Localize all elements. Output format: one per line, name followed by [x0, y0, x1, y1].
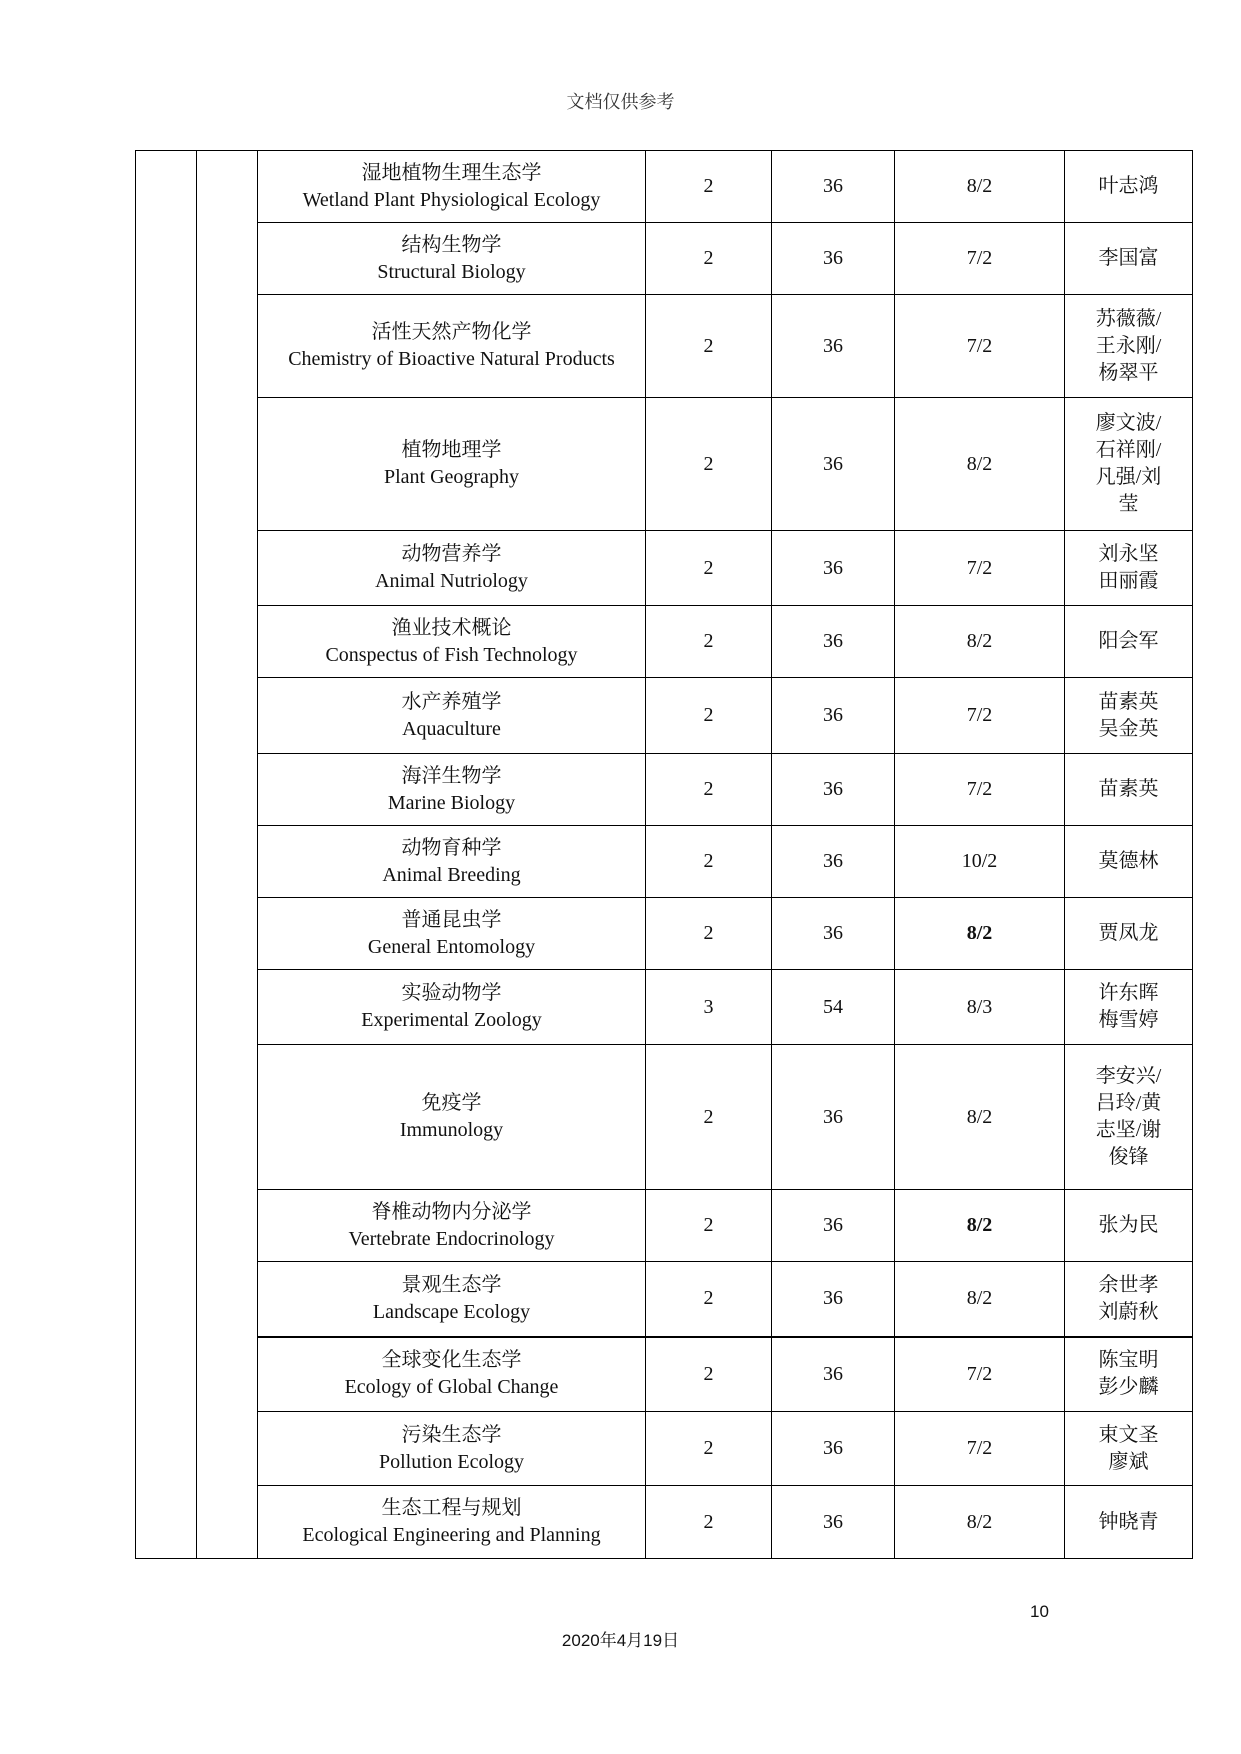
credits-cell: 2 [646, 1190, 772, 1262]
table-row [136, 1337, 1193, 1412]
hours-cell: 36 [772, 295, 895, 398]
course-name-en: Immunology [399, 1119, 504, 1141]
credits-cell: 2 [646, 295, 772, 398]
semester-cell: 7/2 [895, 223, 1065, 295]
credits-cell: 3 [646, 970, 772, 1045]
hours-cell: 36 [772, 1486, 895, 1559]
course-name-cn: 实验动物学 [401, 982, 502, 1004]
teacher-name: 石祥刚/ [1095, 439, 1162, 461]
semester-cell: 8/2 [895, 606, 1065, 678]
course-name-cell [258, 151, 646, 223]
hours-cell: 36 [772, 1412, 895, 1486]
course-name-cn: 动物育种学 [401, 836, 502, 859]
semester-cell: 10/2 [895, 826, 1065, 898]
teacher-cell [1065, 754, 1193, 826]
semester-cell: 8/2 [895, 151, 1065, 223]
course-name-cn: 免疫学 [421, 1092, 482, 1114]
teacher-name: 李国富 [1098, 247, 1159, 269]
semester-cell: 8/2 [895, 398, 1065, 531]
semester-cell: 8/2 [895, 898, 1065, 970]
teacher-cell [1065, 1486, 1193, 1559]
course-name-cell [258, 1190, 646, 1262]
table-row [136, 606, 1193, 678]
teacher-name: 廖斌 [1108, 1450, 1149, 1473]
credits-cell: 2 [646, 1412, 772, 1486]
teacher-name: 廖文波/ [1095, 412, 1162, 434]
semester-cell: 7/2 [895, 754, 1065, 826]
course-name-en: Pollution Ecology [379, 1450, 524, 1473]
table-row [136, 898, 1193, 970]
teacher-cell [1065, 1412, 1193, 1486]
outer-blank-column [136, 151, 197, 1559]
course-name-cn: 普通昆虫学 [401, 908, 502, 931]
course-name-cn: 生态工程与规划 [381, 1497, 522, 1519]
hours-cell: 36 [772, 1337, 895, 1412]
semester-cell: 8/2 [895, 1486, 1065, 1559]
semester-cell: 7/2 [895, 531, 1065, 606]
course-name-cn: 动物营养学 [401, 543, 502, 565]
credits-cell: 2 [646, 398, 772, 531]
course-name-cn: 污染生态学 [401, 1423, 502, 1446]
table-row [136, 398, 1193, 531]
course-name-cn: 湿地植物生理生态学 [361, 161, 542, 184]
teacher-cell [1065, 1337, 1193, 1412]
teacher-name: 李安兴/ [1095, 1065, 1162, 1087]
teacher-cell [1065, 1262, 1193, 1337]
semester-cell: 7/2 [895, 1412, 1065, 1486]
teacher-name: 凡强/刘 [1095, 466, 1162, 488]
credits-cell: 2 [646, 151, 772, 223]
semester-cell: 8/2 [895, 1045, 1065, 1190]
table-row [136, 531, 1193, 606]
inner-blank-column [197, 151, 258, 1559]
teacher-name: 莹 [1118, 493, 1139, 515]
teacher-name: 贾凤龙 [1098, 922, 1159, 944]
course-name-cn: 植物地理学 [401, 439, 502, 461]
course-name-en: Animal Nutriology [375, 570, 528, 592]
course-name-en: Wetland Plant Physiological Ecology [302, 188, 601, 211]
course-name-en: Animal Breeding [382, 863, 521, 886]
course-name-cell [258, 1412, 646, 1486]
teacher-name: 杨翠平 [1098, 361, 1159, 384]
teacher-cell [1065, 826, 1193, 898]
teacher-name: 莫德林 [1098, 850, 1159, 872]
hours-cell: 36 [772, 1190, 895, 1262]
teacher-cell [1065, 606, 1193, 678]
course-name-cn: 渔业技术概论 [391, 616, 512, 639]
teacher-name: 束文圣 [1098, 1423, 1159, 1446]
teacher-name: 志坚/谢 [1095, 1119, 1162, 1141]
course-name-en: Plant Geography [384, 466, 519, 488]
course-name-cell [258, 826, 646, 898]
teacher-cell [1065, 295, 1193, 398]
teacher-name: 刘永坚 [1098, 543, 1159, 565]
table-row [136, 754, 1193, 826]
teacher-cell [1065, 223, 1193, 295]
hours-cell: 36 [772, 531, 895, 606]
table-row [136, 1045, 1193, 1190]
teacher-name: 吕玲/黄 [1095, 1092, 1162, 1114]
semester-cell: 7/2 [895, 295, 1065, 398]
table-row [136, 1412, 1193, 1486]
teacher-name: 苏薇薇/ [1095, 307, 1162, 330]
course-name-en: Chemistry of Bioactive Natural Products [288, 348, 615, 370]
hours-cell: 36 [772, 678, 895, 754]
hours-cell: 36 [772, 826, 895, 898]
credits-cell: 2 [646, 531, 772, 606]
course-name-cell [258, 678, 646, 754]
semester-cell: 8/2 [895, 1190, 1065, 1262]
credits-cell: 2 [646, 1486, 772, 1559]
teacher-name: 钟晓青 [1098, 1510, 1159, 1533]
course-name-cell [258, 398, 646, 531]
course-name-cn: 活性天然产物化学 [371, 321, 532, 343]
course-name-en: Conspectus of Fish Technology [325, 643, 578, 666]
hours-cell: 36 [772, 1045, 895, 1190]
teacher-cell [1065, 531, 1193, 606]
page-header: 文档仅供参考 [566, 92, 675, 112]
footer-date: 2020年4月19日 [561, 1631, 680, 1650]
credits-cell: 2 [646, 754, 772, 826]
course-name-cn: 水产养殖学 [401, 690, 502, 713]
credits-cell: 2 [646, 223, 772, 295]
credits-cell: 2 [646, 826, 772, 898]
course-name-cell [258, 531, 646, 606]
credits-cell: 2 [646, 606, 772, 678]
hours-cell: 36 [772, 1262, 895, 1337]
teacher-name: 叶志鸿 [1098, 175, 1159, 197]
table-row [136, 970, 1193, 1045]
teacher-name: 田丽霞 [1098, 570, 1159, 592]
table-row [136, 151, 1193, 223]
teacher-name: 苗素英 [1098, 778, 1159, 800]
hours-cell: 36 [772, 754, 895, 826]
teacher-name: 梅雪婷 [1098, 1009, 1159, 1031]
hours-cell: 36 [772, 606, 895, 678]
course-name-en: Ecology of Global Change [344, 1376, 559, 1399]
course-name-en: Ecological Engineering and Planning [302, 1524, 601, 1546]
hours-cell: 36 [772, 898, 895, 970]
table-row [136, 223, 1193, 295]
credits-cell: 2 [646, 678, 772, 754]
teacher-cell [1065, 970, 1193, 1045]
teacher-name: 许东晖 [1098, 982, 1159, 1004]
teacher-cell [1065, 898, 1193, 970]
course-table [135, 150, 1193, 1559]
teacher-name: 苗素英 [1098, 690, 1159, 713]
table-row [136, 1190, 1193, 1262]
course-name-cn: 景观生态学 [401, 1273, 502, 1296]
hours-cell: 36 [772, 223, 895, 295]
table-row [136, 295, 1193, 398]
course-name-en: Experimental Zoology [361, 1009, 542, 1031]
teacher-cell [1065, 1190, 1193, 1262]
course-name-cn: 全球变化生态学 [381, 1349, 522, 1372]
semester-cell: 8/2 [895, 1262, 1065, 1337]
course-name-cell [258, 1045, 646, 1190]
hours-cell: 54 [772, 970, 895, 1045]
semester-cell: 7/2 [895, 678, 1065, 754]
course-name-cell [258, 295, 646, 398]
course-name-cn: 结构生物学 [401, 233, 502, 256]
teacher-name: 阳会军 [1098, 630, 1159, 652]
teacher-name: 刘蔚秋 [1098, 1300, 1159, 1323]
course-name-en: Aquaculture [402, 717, 501, 740]
course-name-cn: 海洋生物学 [401, 764, 502, 787]
table-row [136, 1486, 1193, 1559]
table-row [136, 826, 1193, 898]
course-name-cell [258, 1262, 646, 1337]
teacher-cell [1065, 398, 1193, 531]
teacher-cell [1065, 151, 1193, 223]
table-row [136, 1262, 1193, 1337]
teacher-cell [1065, 678, 1193, 754]
teacher-name: 陈宝明 [1098, 1349, 1159, 1372]
hours-cell: 36 [772, 398, 895, 531]
course-name-en: Vertebrate Endocrinology [348, 1227, 555, 1250]
table-row [136, 678, 1193, 754]
teacher-name: 吴金英 [1098, 717, 1159, 740]
course-name-cell [258, 898, 646, 970]
credits-cell: 2 [646, 1337, 772, 1412]
course-name-en: Structural Biology [377, 260, 526, 283]
course-name-cn: 脊椎动物内分泌学 [371, 1200, 532, 1223]
course-name-en: Marine Biology [387, 791, 516, 814]
teacher-name: 俊锋 [1108, 1146, 1149, 1168]
course-name-cell [258, 754, 646, 826]
course-name-cell [258, 1486, 646, 1559]
course-name-cell [258, 606, 646, 678]
teacher-name: 彭少麟 [1098, 1376, 1159, 1399]
teacher-cell [1065, 1045, 1193, 1190]
credits-cell: 2 [646, 1262, 772, 1337]
credits-cell: 2 [646, 1045, 772, 1190]
course-name-cell [258, 970, 646, 1045]
course-name-en: Landscape Ecology [372, 1300, 531, 1323]
semester-cell: 8/3 [895, 970, 1065, 1045]
semester-cell: 7/2 [895, 1337, 1065, 1412]
course-name-en: General Entomology [367, 935, 536, 958]
page-number: 10 [1030, 1602, 1049, 1621]
course-name-cell [258, 223, 646, 295]
teacher-name: 王永刚/ [1095, 334, 1162, 357]
credits-cell: 2 [646, 898, 772, 970]
teacher-name: 余世孝 [1098, 1273, 1159, 1296]
course-name-cell [258, 1337, 646, 1412]
hours-cell: 36 [772, 151, 895, 223]
teacher-name: 张为民 [1098, 1214, 1159, 1236]
